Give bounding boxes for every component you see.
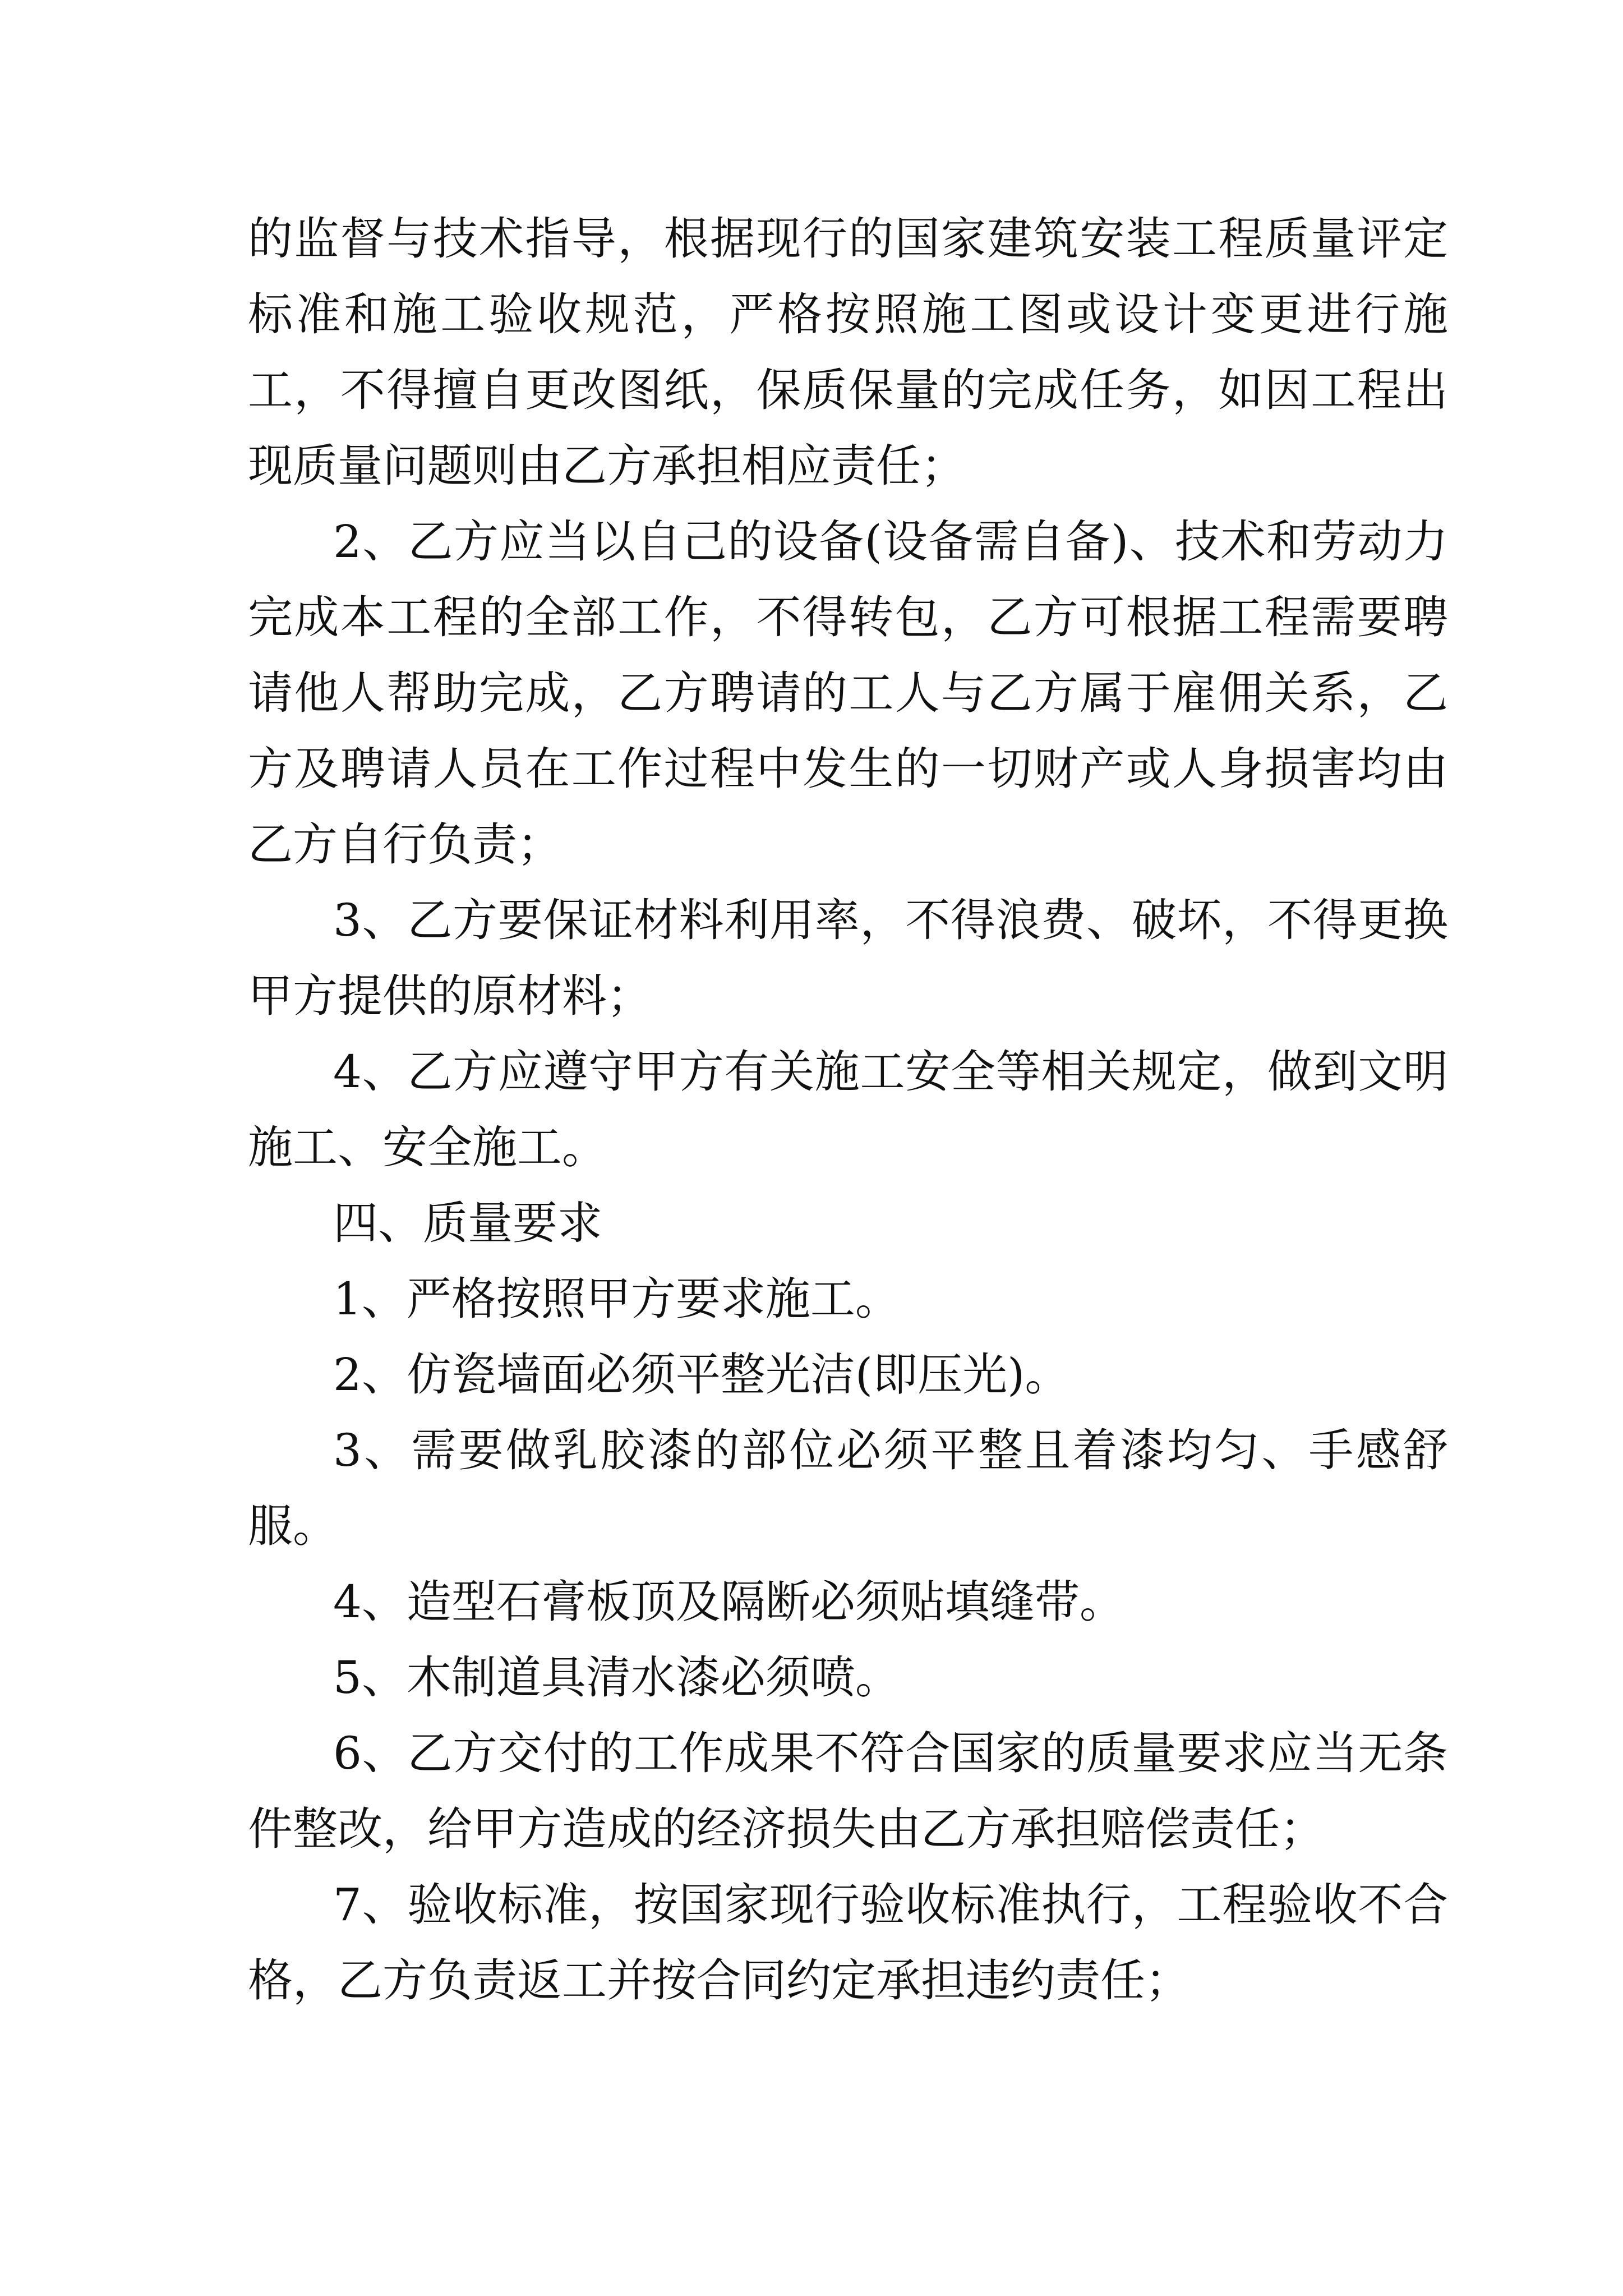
paragraph-quality-7: 7、验收标准，按国家现行验收标准执行，工程验收不合格，乙方负责返工并按合同约定承担违约责任； [248,1879,1448,2007]
paragraph-supervision-continued: 的监督与技术指导，根据现行的国家建筑安装工程质量评定标准和施工验收规范，严格按照施工图或设计变更进行施工，不得擅自更改图纸，保质保量的完成任务，如因工程出现质量问题则由乙方承担相应责任； [248,213,1448,492]
paragraph-quality-3: 3、需要做乳胶漆的部位必须平整且着漆均匀、手感舒服。 [248,1424,1448,1552]
paragraph-clause-3-materials: 3、乙方要保证材料利用率，不得浪费、破坏，不得更换甲方提供的原材料； [248,894,1448,1022]
paragraph-clause-2-equipment: 2、乙方应当以自己的设备(设备需自备)、技术和劳动力完成本工程的全部工作，不得转包，乙方可根据工程需要聘请他人帮助完成，乙方聘请的工人与乙方属于雇佣关系，乙方及聘请人员在工作过程中发生的一切财产或人身损害均由乙方自行负责； [248,516,1448,871]
paragraph-quality-1: 1、严格按照甲方要求施工。 [333,1273,900,1325]
paragraph-quality-2: 2、仿瓷墙面必须平整光洁(即压光)。 [333,1349,1070,1401]
paragraph-quality-5: 5、木制道具清水漆必须喷。 [333,1651,900,1704]
paragraph-clause-4-safety: 4、乙方应遵守甲方有关施工安全等相关规定，做到文明施工、安全施工。 [248,1046,1448,1174]
paragraph-quality-4: 4、造型石膏板顶及隔断必须贴填缝带。 [333,1576,1124,1628]
section-heading-quality-requirements: 四、质量要求 [333,1197,602,1249]
document-body [248,201,1448,2018]
paragraph-quality-6: 6、乙方交付的工作成果不符合国家的质量要求应当无条件整改，给甲方造成的经济损失由乙方承担赔偿责任； [248,1727,1448,1855]
